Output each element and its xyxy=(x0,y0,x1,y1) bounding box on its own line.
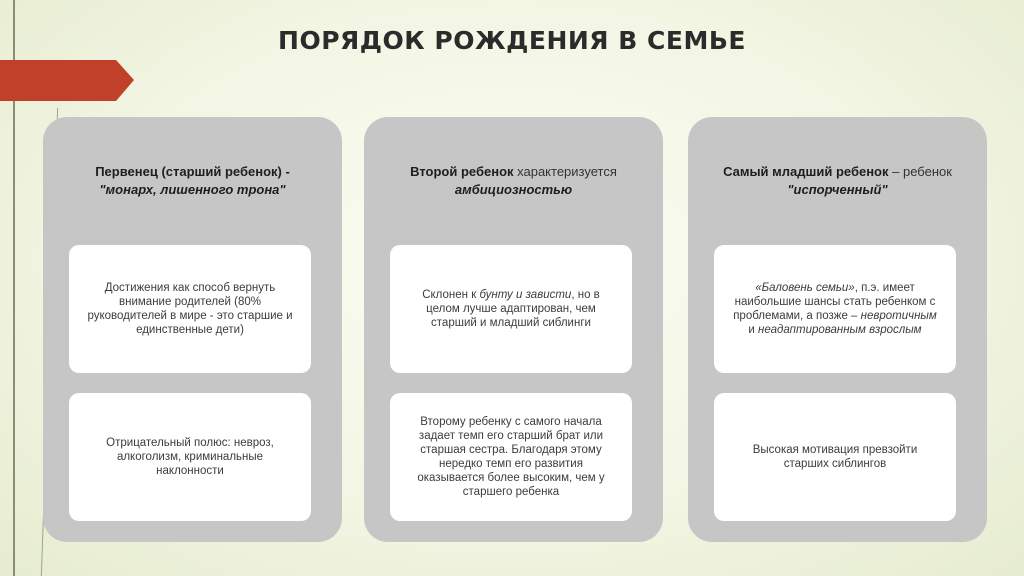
heading-bold: Второй ребенок xyxy=(410,164,514,179)
heading-italic: "испорченный" xyxy=(787,182,888,197)
column-second-child xyxy=(364,117,663,542)
column-heading-youngest-child xyxy=(704,163,971,199)
text-post: , но в целом лучше адаптирован, чем старший и младший сиблинги xyxy=(426,289,600,329)
card-youngest-spoiled xyxy=(714,245,956,373)
accent-arrow-shape xyxy=(0,60,134,101)
heading-plain: характеризуется xyxy=(513,164,617,179)
card-youngest-motivation xyxy=(714,393,956,521)
column-heading-firstborn xyxy=(59,163,326,199)
text-plain-1: , п.э. имеет наибольшие шансы стать ребенком с проблемами, а позже – xyxy=(733,282,936,322)
text-plain-2: и xyxy=(748,324,759,336)
text-pre: Склонен к xyxy=(422,289,480,301)
heading-bold: Первенец (старший ребенок) - xyxy=(95,164,290,179)
column-heading-second-child xyxy=(380,163,647,199)
card-text xyxy=(406,288,616,330)
heading-italic: "монарх, лишенного трона" xyxy=(99,182,286,197)
text-italic-1: «Баловень семьи» xyxy=(755,282,855,294)
card-text xyxy=(730,281,940,337)
text-italic-2: невротичным xyxy=(860,310,937,322)
card-firstborn-negative xyxy=(69,393,311,521)
text-italic: бунту и зависти xyxy=(479,289,572,301)
text-italic-3: неадаптированным взрослым xyxy=(758,324,922,336)
card-text: Высокая мотивация превзойти старших сиблингов xyxy=(752,444,918,470)
card-text: Отрицательный полюс: невроз, алкоголизм, криминальные наклонности xyxy=(106,437,274,477)
heading-bold: Самый младший ребенок xyxy=(723,164,889,179)
card-text: Достижения как способ вернуть внимание родителей (80% руководителей в мире - это старшие и единственные дети) xyxy=(87,282,293,336)
card-second-pace xyxy=(390,393,632,521)
column-youngest-child xyxy=(688,117,987,542)
card-second-rebellion xyxy=(390,245,632,373)
card-firstborn-achievements xyxy=(69,245,311,373)
card-text: Второму ребенку с самого начала задает темп его старший брат или старшая сестра. Благодаря этому нередко темп его развития оказывается более высоким, чем у старшего ребенка xyxy=(417,416,605,498)
slide-title: ПОРЯДОК РОЖДЕНИЯ В СЕМЬЕ xyxy=(278,26,746,55)
heading-plain: – ребенок xyxy=(888,164,952,179)
column-firstborn xyxy=(43,117,342,542)
heading-italic: амбициозностью xyxy=(454,182,573,197)
